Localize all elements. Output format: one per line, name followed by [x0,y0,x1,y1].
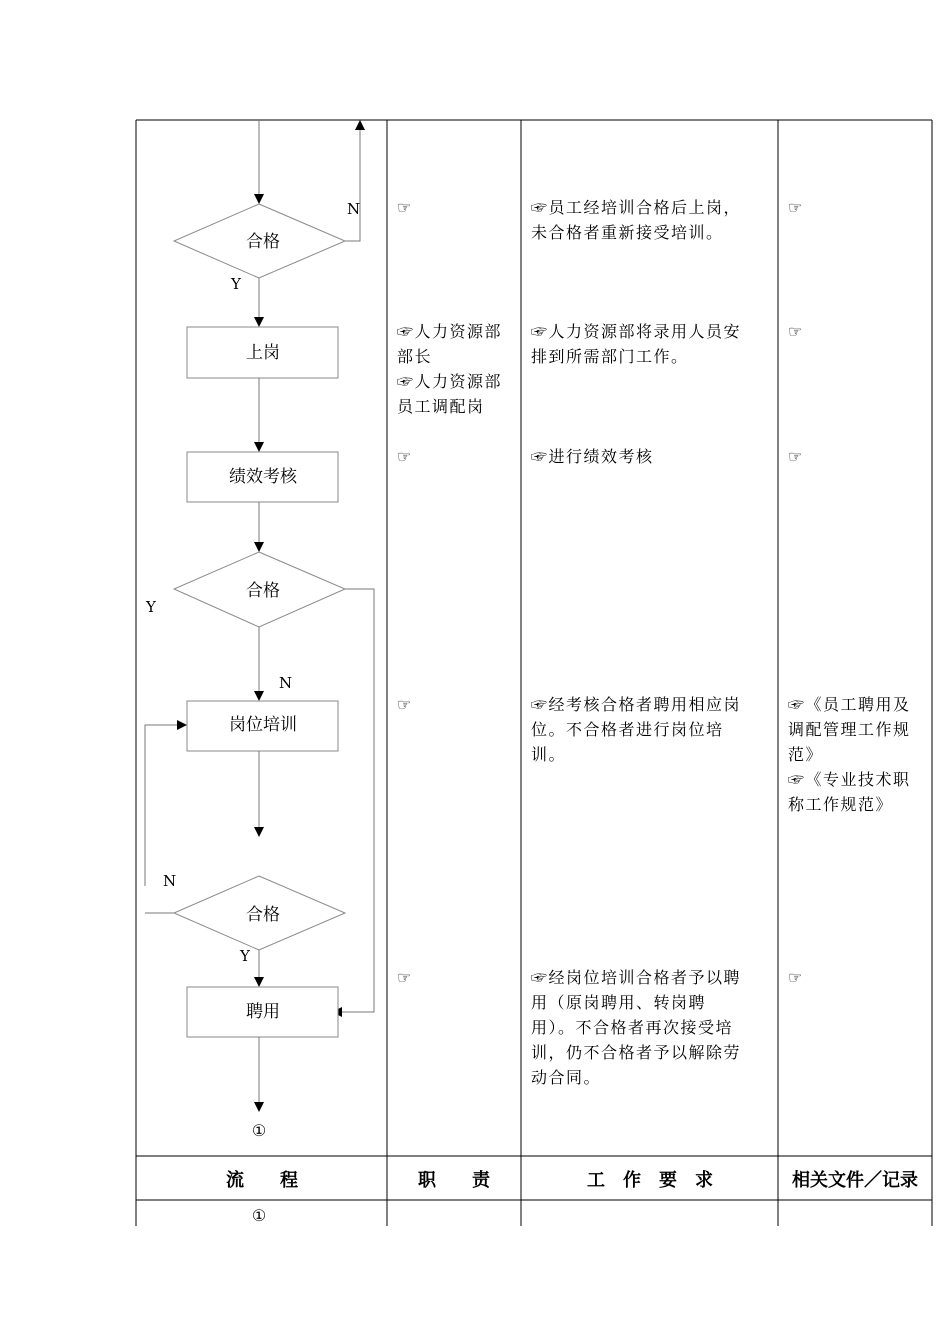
decision-qualified-3-label: 合格 [246,905,280,925]
decision-3-yes-label: Y [240,947,250,965]
decision-qualified-1-label: 合格 [246,232,280,252]
decision-3-no-label: N [163,872,177,890]
flow-arrow [345,121,360,241]
row-2 [397,322,804,416]
flowchart [145,120,374,1140]
row-1-requirement: ☞员工经培训合格后上岗， 未合格者重新接受培训。 [531,198,742,242]
row-4-requirement: ☞经考核合格者聘用相应岗 位。不合格者进行岗位培 训。 [531,695,742,764]
decision-qualified-2-label: 合格 [246,581,280,601]
header-responsibility: 职 责 [418,1170,490,1191]
header-documents: 相关文件／记录 [792,1170,918,1191]
decision-2-yes-label: Y [146,598,156,616]
row-2-documents: ☞ [788,322,804,341]
header-flow: 流 程 [226,1170,298,1191]
row-3-documents: ☞ [788,447,804,466]
step-hire-label: 聘用 [246,1002,280,1022]
connector-end: ① [251,1121,267,1140]
row-4 [397,695,917,814]
row-5 [397,968,804,1087]
step-onboard-label: 上岗 [246,343,280,363]
flow-arrow [333,589,374,1012]
row-2-requirement: ☞人力资源部将录用人员安 排到所需部门工作。 [531,322,742,366]
flow-arrow [145,725,186,886]
row-1-responsibility: ☞ [397,198,413,217]
row-5-documents: ☞ [788,968,804,987]
row-4-responsibility: ☞ [397,695,413,714]
row-3-requirement: ☞进行绩效考核 [531,447,654,466]
decision-2-no-label: N [279,674,293,692]
row-1 [397,198,804,242]
connector-start: ① [251,1206,267,1225]
row-3-responsibility: ☞ [397,447,413,466]
row-3 [397,447,804,466]
row-5-responsibility: ☞ [397,968,413,987]
step-post-training-label: 岗位培训 [229,715,297,735]
row-1-documents: ☞ [788,198,804,217]
table-header [226,1169,918,1191]
row-2-responsibility: ☞人力资源部 部长 ☞人力资源部 员工调配岗 [397,322,503,416]
decision-1-no-label: N [347,200,361,218]
header-requirements: 工 作 要 求 [587,1170,713,1191]
row-5-requirement: ☞经岗位培训合格者予以聘 用（原岗聘用、转岗聘 用）。不合格者再次接受培 训，仍不合格者予以解除劳 动合同。 [531,968,742,1087]
step-performance-label: 绩效考核 [229,467,297,487]
row-4-documents: ☞《员工聘用及 调配管理工作规 范》 ☞《专业技术职 称工作规范》 [788,695,911,814]
decision-1-yes-label: Y [231,275,241,293]
